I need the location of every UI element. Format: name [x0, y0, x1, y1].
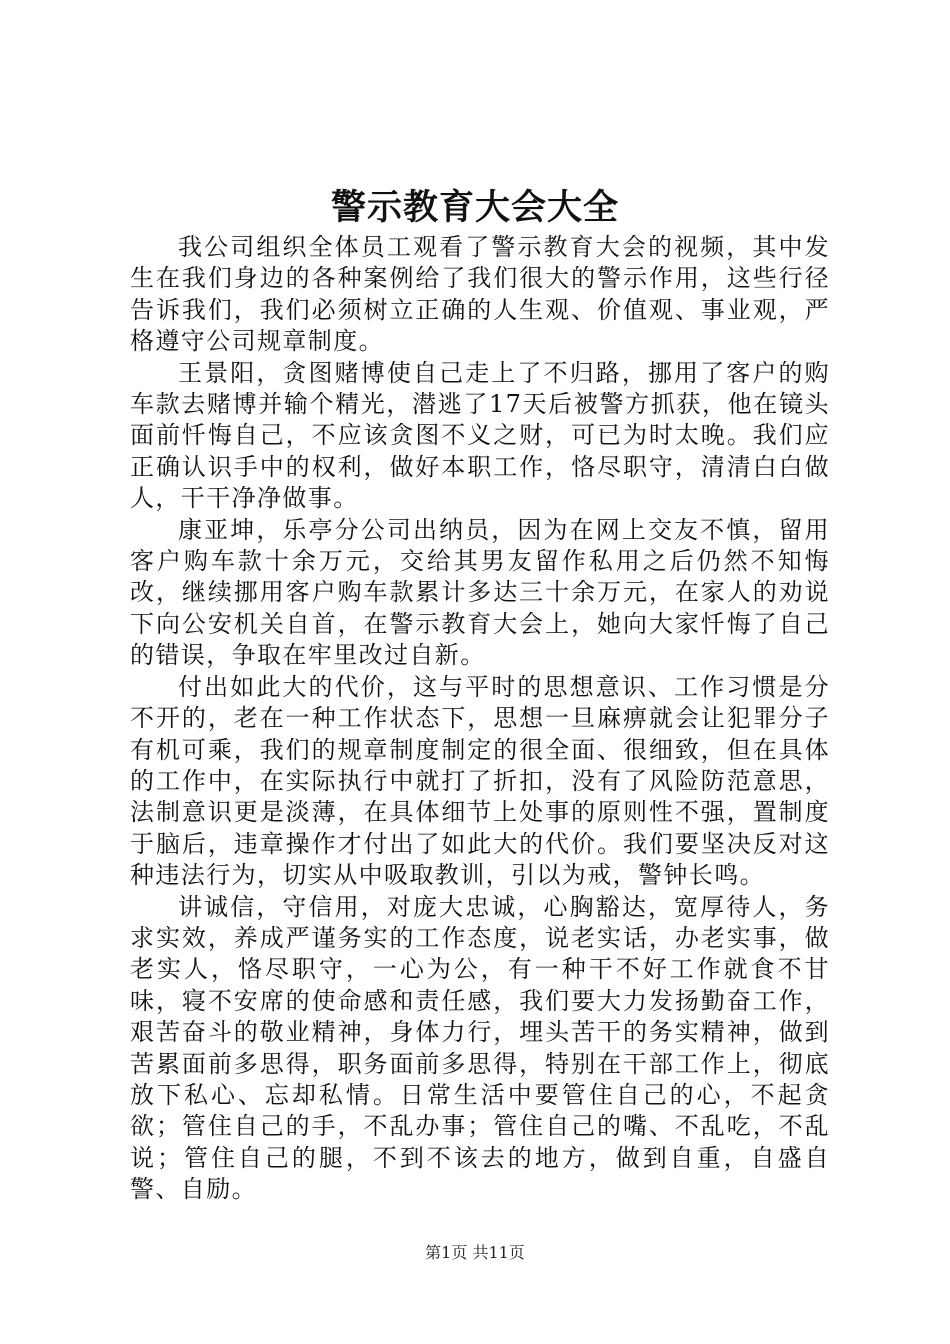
page-footer [0, 1242, 950, 1264]
paragraph-2: 王景阳，贪图赌博使自己走上了不归路，挪用了客户的购车款去赌博并输个精光，潜逃了17天后被警方抓获，他在镜头面前忏悔自己，不应该贪图不义之财，可已为时太晚。我们应正确认识手中的权利，做好本职工作，恪尽职守，清清白白做人，干干净净做事。 [130, 358, 830, 513]
paragraph-3: 康亚坤，乐亭分公司出纳员，因为在网上交友不慎，留用客户购车款十余万元，交给其男友留作私用之后仍然不知悔改，继续挪用客户购车款累计多达三十余万元，在家人的劝说下向公安机关自首，在警示教育大会上，她向大家忏悔了自己的错误，争取在牢里改过自新。 [130, 515, 830, 670]
paragraph-4: 付出如此大的代价，这与平时的思想意识、工作习惯是分不开的，老在一种工作状态下，思想一旦麻痹就会让犯罪分子有机可乘，我们的规章制度制定的很全面、很细致，但在具体的工作中，在实际执行中就打了折扣，没有了风险防范意思，法制意识更是淡薄，在具体细节上处事的原则性不强，置制度于脑后，违章操作才付出了如此大的代价。我们要坚决反对这种违法行为，切实从中吸取教训，引以为戒，警钟长鸣。 [130, 672, 830, 890]
document-title: 警示教育大会大全 [330, 188, 619, 228]
document-body [130, 232, 830, 1206]
paragraph-5: 讲诚信，守信用，对庞大忠诚，心胸豁达，宽厚待人，务求实效，养成严谨务实的工作态度，说老实话，办老实事，做老实人，恪尽职守，一心为公，有一种干不好工作就食不甘味，寝不安席的使命感和责任感，我们要大力发扬勤奋工作，艰苦奋斗的敬业精神，身体力行，埋头苦干的务实精神，做到苦累面前多思得，职务面前多思得，特别在干部工作上，彻底放下私心、忘却私情。日常生活中要管住自己的心，不起贪欲；管住自己的手，不乱办事；管住自己的嘴、不乱吃，不乱说；管住自己的腿，不到不该去的地方，做到自重，自盛自警、自励。 [130, 892, 830, 1204]
paragraph-1: 我公司组织全体员工观看了警示教育大会的视频，其中发生在我们身边的各种案例给了我们很大的警示作用，这些行径告诉我们，我们必须树立正确的人生观、价值观、事业观，严格遵守公司规章制度。 [130, 233, 830, 356]
page-number-label: 第1页 共11页 [425, 1243, 525, 1262]
